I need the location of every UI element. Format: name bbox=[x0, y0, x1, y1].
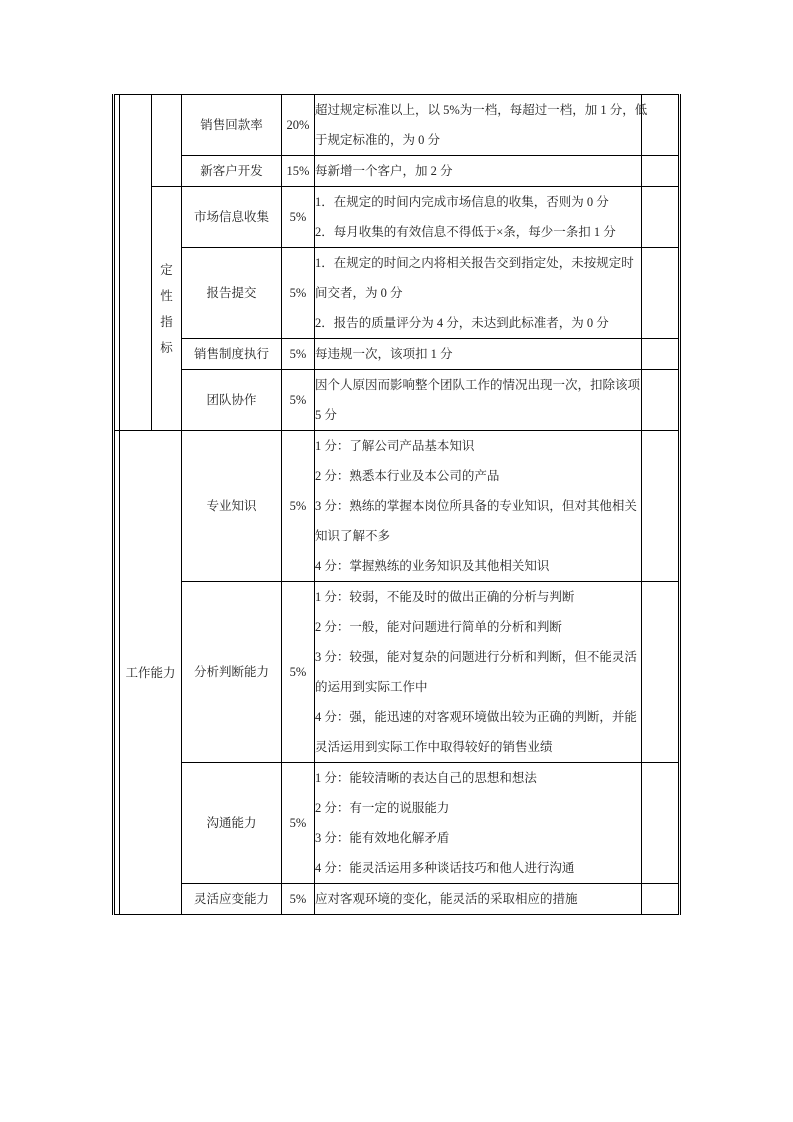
item-weight-cell: 5% bbox=[282, 431, 315, 582]
criteria-line: 2 分：熟悉本行业及本公司的产品 bbox=[315, 469, 500, 483]
criteria-line: 1 分：能较清晰的表达自己的思想和想法 bbox=[315, 771, 537, 785]
criteria-line: 2．每月收集的有效信息不得低于×条，每少一条扣 1 分 bbox=[315, 225, 616, 239]
table-row bbox=[114, 95, 680, 156]
table-body bbox=[114, 95, 680, 915]
table-row bbox=[114, 370, 680, 431]
item-criteria-cell bbox=[315, 431, 642, 582]
criteria-line: 2 分：一般，能对问题进行简单的分析和判断 bbox=[315, 620, 562, 634]
criteria-line: 灵活运用到实际工作中取得较好的销售业绩 bbox=[315, 740, 553, 754]
category-vertical-text bbox=[152, 257, 181, 361]
item-weight-cell: 5% bbox=[282, 339, 315, 370]
item-criteria-cell bbox=[315, 763, 642, 884]
category-char: 标 bbox=[160, 340, 173, 355]
category-char: 指 bbox=[160, 314, 173, 329]
item-name-cell: 团队协作 bbox=[182, 370, 282, 431]
criteria-line: 5 分 bbox=[315, 408, 337, 422]
table-row bbox=[114, 431, 680, 582]
criteria-line: 1．在规定的时间之内将相关报告交到指定处，未按规定时 bbox=[315, 256, 634, 270]
item-weight-cell: 5% bbox=[282, 763, 315, 884]
criteria-line: 于规定标准的，为 0 分 bbox=[315, 133, 441, 147]
item-name-cell: 销售回款率 bbox=[182, 95, 282, 156]
criteria-line: 知识了解不多 bbox=[315, 529, 391, 543]
table-row bbox=[114, 156, 680, 187]
item-score-cell[interactable] bbox=[642, 187, 680, 248]
criteria-line: 4 分：能灵活运用多种谈话技巧和他人进行沟通 bbox=[315, 861, 575, 875]
criteria-line: 3 分：熟练的掌握本岗位所具备的专业知识，但对其他相关 bbox=[315, 499, 637, 513]
item-weight-cell: 5% bbox=[282, 370, 315, 431]
item-name-cell: 沟通能力 bbox=[182, 763, 282, 884]
item-name-cell: 报告提交 bbox=[182, 248, 282, 339]
criteria-line: 1 分：了解公司产品基本知识 bbox=[315, 439, 475, 453]
item-criteria-cell bbox=[315, 582, 642, 763]
table-row bbox=[114, 248, 680, 339]
criteria-line: 2 分：有一定的说服能力 bbox=[315, 801, 450, 815]
table-row bbox=[114, 582, 680, 763]
item-name-cell: 市场信息收集 bbox=[182, 187, 282, 248]
criteria-line: 1．在规定的时间内完成市场信息的收集，否则为 0 分 bbox=[315, 195, 609, 209]
table-row bbox=[114, 339, 680, 370]
item-weight-cell: 5% bbox=[282, 884, 315, 915]
category-label-cell-qualitative bbox=[152, 187, 182, 431]
appraisal-table-container bbox=[112, 94, 678, 915]
criteria-line: 3 分：能有效地化解矛盾 bbox=[315, 831, 450, 845]
item-score-cell[interactable] bbox=[642, 156, 680, 187]
item-name-cell: 灵活应变能力 bbox=[182, 884, 282, 915]
criteria-line: 应对客观环境的变化，能灵活的采取相应的措施 bbox=[315, 892, 578, 906]
criteria-line: 3 分：较强，能对复杂的问题进行分析和判断，但不能灵活 bbox=[315, 650, 637, 664]
criteria-line: 每新增一个客户，加 2 分 bbox=[315, 164, 453, 178]
item-criteria-cell bbox=[315, 248, 642, 339]
item-criteria-cell bbox=[315, 95, 648, 156]
criteria-line: 的运用到实际工作中 bbox=[315, 680, 428, 694]
item-criteria-cell bbox=[315, 370, 642, 431]
group-label-cell-work-ability: 工作能力 bbox=[120, 431, 182, 915]
criteria-line: 1 分：较弱，不能及时的做出正确的分析与判断 bbox=[315, 590, 575, 604]
criteria-line: 超过规定标准以上，以 5%为一档，每超过一档，加 1 分，低 bbox=[315, 103, 648, 117]
item-score-cell[interactable] bbox=[642, 582, 680, 763]
item-score-cell[interactable] bbox=[642, 763, 680, 884]
item-score-cell[interactable] bbox=[642, 248, 680, 339]
table-row bbox=[114, 187, 680, 248]
item-criteria-cell bbox=[315, 339, 642, 370]
item-score-cell[interactable] bbox=[642, 339, 680, 370]
criteria-line: 2．报告的质量评分为 4 分，未达到此标准者，为 0 分 bbox=[315, 316, 609, 330]
criteria-line: 因个人原因而影响整个团队工作的情况出现一次，扣除该项 bbox=[315, 378, 641, 392]
item-criteria-cell bbox=[315, 156, 642, 187]
table-row bbox=[114, 763, 680, 884]
item-weight-cell: 15% bbox=[282, 156, 315, 187]
category-label-cell-blank bbox=[152, 95, 182, 187]
item-score-cell[interactable] bbox=[642, 95, 680, 156]
item-score-cell[interactable] bbox=[642, 431, 680, 582]
item-weight-cell: 20% bbox=[282, 95, 315, 156]
item-name-cell: 销售制度执行 bbox=[182, 339, 282, 370]
item-criteria-cell bbox=[315, 884, 642, 915]
item-weight-cell: 5% bbox=[282, 582, 315, 763]
item-weight-cell: 5% bbox=[282, 248, 315, 339]
criteria-line: 间交者，为 0 分 bbox=[315, 286, 403, 300]
performance-appraisal-table bbox=[112, 94, 681, 915]
group-label-cell-quant bbox=[120, 95, 152, 431]
item-name-cell: 新客户开发 bbox=[182, 156, 282, 187]
criteria-line: 每违规一次，该项扣 1 分 bbox=[315, 347, 453, 361]
item-criteria-cell bbox=[315, 187, 642, 248]
category-char: 性 bbox=[160, 288, 173, 303]
item-name-cell: 分析判断能力 bbox=[182, 582, 282, 763]
item-score-cell[interactable] bbox=[642, 884, 680, 915]
table-row bbox=[114, 884, 680, 915]
item-name-cell: 专业知识 bbox=[182, 431, 282, 582]
item-score-cell[interactable] bbox=[642, 370, 680, 431]
item-weight-cell: 5% bbox=[282, 187, 315, 248]
criteria-line: 4 分：强，能迅速的对客观环境做出较为正确的判断，并能 bbox=[315, 710, 637, 724]
category-char: 定 bbox=[160, 262, 173, 277]
criteria-line: 4 分：掌握熟练的业务知识及其他相关知识 bbox=[315, 559, 550, 573]
